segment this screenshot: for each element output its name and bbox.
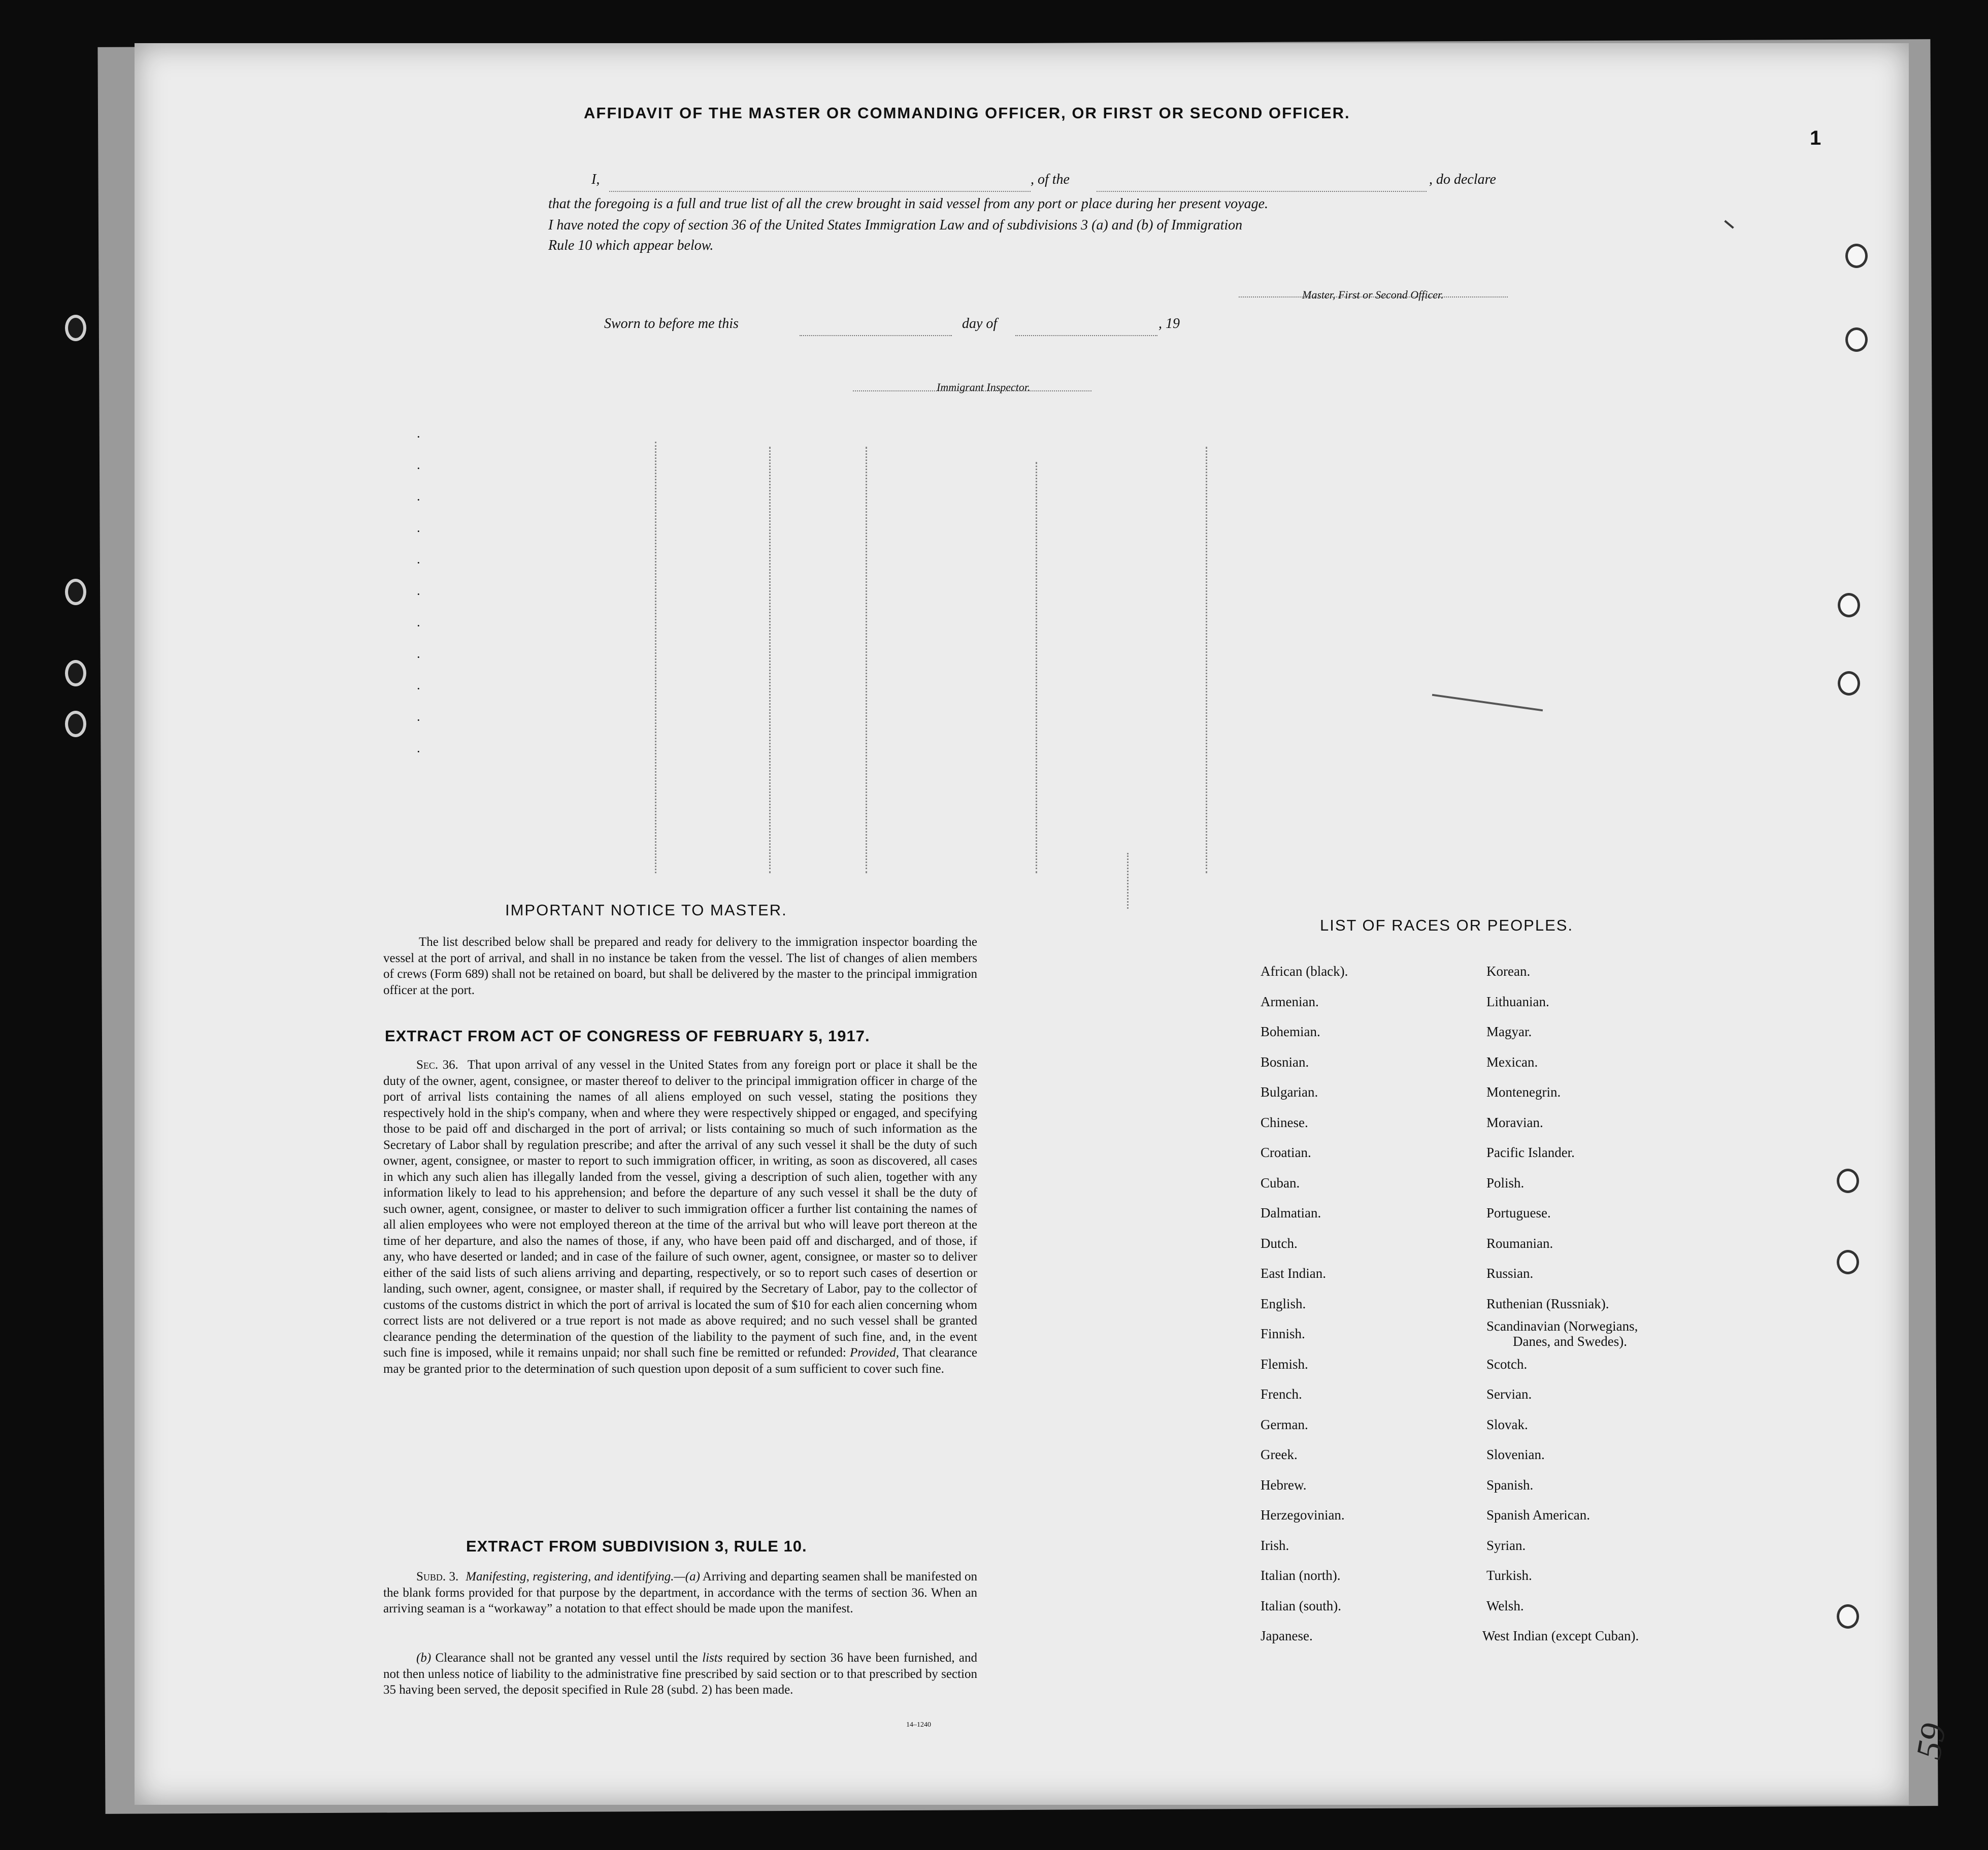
race-left: Greek. — [1261, 1447, 1298, 1462]
race-left: Bosnian. — [1261, 1054, 1309, 1070]
punch-hole — [1838, 671, 1860, 696]
name-blank — [609, 179, 1031, 192]
vessel-blank — [1097, 179, 1427, 192]
subd-label: Subd. 3. — [416, 1570, 459, 1583]
race-left: Bohemian. — [1261, 1024, 1320, 1039]
race-right: Korean. — [1486, 964, 1531, 979]
race-left: Finnish. — [1261, 1326, 1305, 1341]
affidavit-line-4: Rule 10 which appear below. — [548, 238, 714, 253]
race-left: French. — [1261, 1386, 1302, 1402]
para-b-text-1: Clearance shall not be granted any vessel until the — [435, 1651, 698, 1665]
race-left: Croatian. — [1261, 1145, 1311, 1160]
race-left: Armenian. — [1261, 994, 1319, 1009]
para-b-lists: lists — [702, 1651, 723, 1665]
race-right: Russian. — [1486, 1266, 1534, 1281]
race-left: East Indian. — [1261, 1266, 1326, 1281]
column-line — [1036, 462, 1037, 873]
affidavit-line-2: that the foregoing is a full and true list of all the crew brought in said vessel from any port or place during her present voyage. — [548, 196, 1269, 212]
race-left: German. — [1261, 1417, 1308, 1432]
punch-hole — [1837, 1169, 1859, 1193]
punch-hole — [1845, 327, 1868, 352]
race-right: Turkish. — [1486, 1568, 1532, 1583]
races-title: LIST OF RACES OR PEOPLES. — [1320, 916, 1574, 934]
section-label: Sec. 36. — [416, 1058, 458, 1072]
para-b-label: (b) — [416, 1651, 432, 1665]
race-left: Italian (north). — [1261, 1568, 1341, 1583]
race-left: Herzegovinian. — [1261, 1507, 1345, 1523]
race-left: Hebrew. — [1261, 1477, 1307, 1493]
binder-hole-left — [65, 711, 86, 737]
race-right: Servian. — [1486, 1386, 1532, 1402]
race-right: Ruthenian (Russniak). — [1486, 1296, 1609, 1311]
binder-hole-left — [65, 315, 86, 341]
race-right: West Indian (except Cuban). — [1482, 1628, 1639, 1643]
race-right: Slovak. — [1486, 1417, 1528, 1432]
page-number: 1 — [1810, 127, 1821, 149]
subd-heading: Manifesting, registering, and identifying.—(a) — [466, 1570, 700, 1583]
extract-act-body — [383, 1057, 977, 1377]
race-right: Lithuanian. — [1486, 994, 1549, 1009]
race-right: Welsh. — [1486, 1598, 1524, 1613]
punch-hole — [1837, 1250, 1859, 1274]
race-left: Dutch. — [1261, 1236, 1298, 1251]
row-marks: · · · · · · · · · · · — [416, 430, 421, 759]
race-left: Irish. — [1261, 1538, 1289, 1553]
race-left: Japanese. — [1261, 1628, 1313, 1643]
sworn-month-blank — [1015, 323, 1157, 336]
notice-body — [383, 934, 977, 998]
para-a-text: Arriving and departing seamen shall be manifested on the blank forms provided for that purpose by the department, in accordance with the terms of section 36. When an arriving seaman is a “workaway” a notation to that effect should be made upon the manifest. — [383, 1570, 977, 1615]
sworn-day-blank — [800, 323, 952, 336]
race-left: Italian (south). — [1261, 1598, 1341, 1613]
race-right: Montenegrin. — [1486, 1084, 1561, 1100]
race-left: Cuban. — [1261, 1175, 1300, 1191]
extract-rule-para-b — [383, 1650, 977, 1698]
binder-hole-left — [65, 579, 86, 605]
affidavit-i: I, — [591, 172, 600, 187]
section-36-text-end: That clearance may be granted prior to the determination of such question upon deposit of a sum sufficient to cover such fine. — [383, 1346, 977, 1376]
punch-hole — [1845, 244, 1868, 268]
race-left: Chinese. — [1261, 1115, 1308, 1130]
column-line — [769, 447, 771, 873]
race-right: Spanish American. — [1486, 1507, 1590, 1523]
race-right: Scandinavian (Norwegians, — [1486, 1318, 1638, 1334]
inspector-label: Immigrant Inspector. — [937, 381, 1031, 393]
column-line — [1127, 853, 1129, 909]
year-text: , 19 — [1158, 316, 1180, 332]
sworn-text: Sworn to before me this — [604, 316, 739, 332]
extract-rule-title: EXTRACT FROM SUBDIVISION 3, RULE 10. — [466, 1537, 807, 1555]
race-right: Roumanian. — [1486, 1236, 1553, 1251]
para-b-text-2: required by section 36 have been furnished, and not then unless notice of liability to the administrative fine prescribed by said section or to that prescribed by section 35 having been served, the deposit specified in Rule 28 (subd. 2) has been made. — [383, 1651, 977, 1697]
punch-hole — [1838, 593, 1860, 617]
column-line — [866, 447, 867, 873]
form-number: 14–1240 — [906, 1721, 931, 1729]
race-right: Mexican. — [1486, 1054, 1538, 1070]
punch-hole — [1837, 1604, 1859, 1629]
race-right: Slovenian. — [1486, 1447, 1545, 1462]
notice-title: IMPORTANT NOTICE TO MASTER. — [505, 901, 787, 919]
race-left: Bulgarian. — [1261, 1084, 1318, 1100]
race-left: Flemish. — [1261, 1357, 1308, 1372]
race-left: Dalmatian. — [1261, 1205, 1321, 1220]
binder-hole-left — [65, 660, 86, 686]
affidavit-line-3: I have noted the copy of section 36 of the United States Immigration Law and of subdivisions 3 (a) and (b) of Immigration — [548, 217, 1243, 233]
race-right: Polish. — [1486, 1175, 1525, 1191]
race-right: Syrian. — [1486, 1538, 1526, 1553]
race-left: English. — [1261, 1296, 1306, 1311]
affidavit-of-the: , of the — [1031, 172, 1070, 187]
extract-rule-body — [383, 1569, 977, 1617]
race-right: Moravian. — [1486, 1115, 1543, 1130]
race-right: Magyar. — [1486, 1024, 1532, 1039]
race-left: African (black). — [1261, 964, 1348, 979]
margin-handwriting: 59 — [1909, 1720, 1954, 1763]
affidavit-page — [135, 43, 1909, 1805]
race-right: Portuguese. — [1486, 1205, 1551, 1220]
affidavit-declare: , do declare — [1429, 172, 1496, 187]
master-signature-label: Master, First or Second Officer. — [1302, 288, 1444, 301]
section-36-text: That upon arrival of any vessel in the United States from any foreign port or place it shall be the duty of the owner, agent, consignee, or master thereof to deliver to the principal immigration officer in charge of the port of arrival lists containing the names of all aliens employed on such vessel, stating the positions they respectively hold in the ship's company, when and where they were respectively shipped or engaged, and specifying those to be paid off and discharged in the port of arrival; or lists containing so much of such information as the Secretary of Labor shall by regulation prescribe; and after the arrival of any such vessel it shall be the duty of such owner, agent, consignee, or master to report to such immigration officer, in writing, as soon as discovered, all cases in which any such alien has illegally landed from the vessel, giving a description of such alien, together with any information likely to lead to his apprehension; and before the departure of any such vessel it shall be the duty of such owner, agent, consignee, or master to deliver to such immigration officer a further list containing the names of all alien employees who were not employed thereon at the time of the arrival but who will leave port thereon at the time of her departure, and also the names of those, if any, who have been paid off and discharged, and of those, if any, who have deserted or landed; and in case of the failure of such owner, agent, consignee, or master so to deliver either of the said lists of such aliens arriving and departing, respectively, or so to report such cases of desertion or landing, such owner, agent, consignee, or master shall, if required by the Secretary of Labor, pay to the collector of customs of the customs district in which the port of arrival is located the sum of $10 for each alien concerning whom correct lists are not delivered or a true report is not made as above required; and no such vessel shall be granted clearance pending the determination of the question of the liability to the payment of such fine, and, in the event such fine is imposed, while it remains unpaid; nor shall such fine be remitted or refunded: — [383, 1058, 978, 1360]
extract-act-title: EXTRACT FROM ACT OF CONGRESS OF FEBRUARY 5, 1917. — [385, 1027, 870, 1045]
race-right: Pacific Islander. — [1486, 1145, 1575, 1160]
race-right: Spanish. — [1486, 1477, 1534, 1493]
notice-body-text: The list described below shall be prepared and ready for delivery to the immigration inspector boarding the vessel at the port of arrival, and shall in no instance be taken from the vessel. The list of changes of alien members of crews (Form 689) shall not be retained on board, but shall be delivered by the master to the principal immigration officer at the port. — [383, 935, 977, 997]
race-right-continued: Danes, and Swedes). — [1513, 1334, 1627, 1349]
day-of-text: day of — [962, 316, 998, 332]
affidavit-title: AFFIDAVIT OF THE MASTER OR COMMANDING OFFICER, OR FIRST OR SECOND OFFICER. — [584, 104, 1350, 122]
column-line — [1206, 447, 1207, 873]
column-line — [655, 442, 656, 873]
race-right: Scotch. — [1486, 1357, 1528, 1372]
provided-word: Provided, — [850, 1346, 899, 1360]
